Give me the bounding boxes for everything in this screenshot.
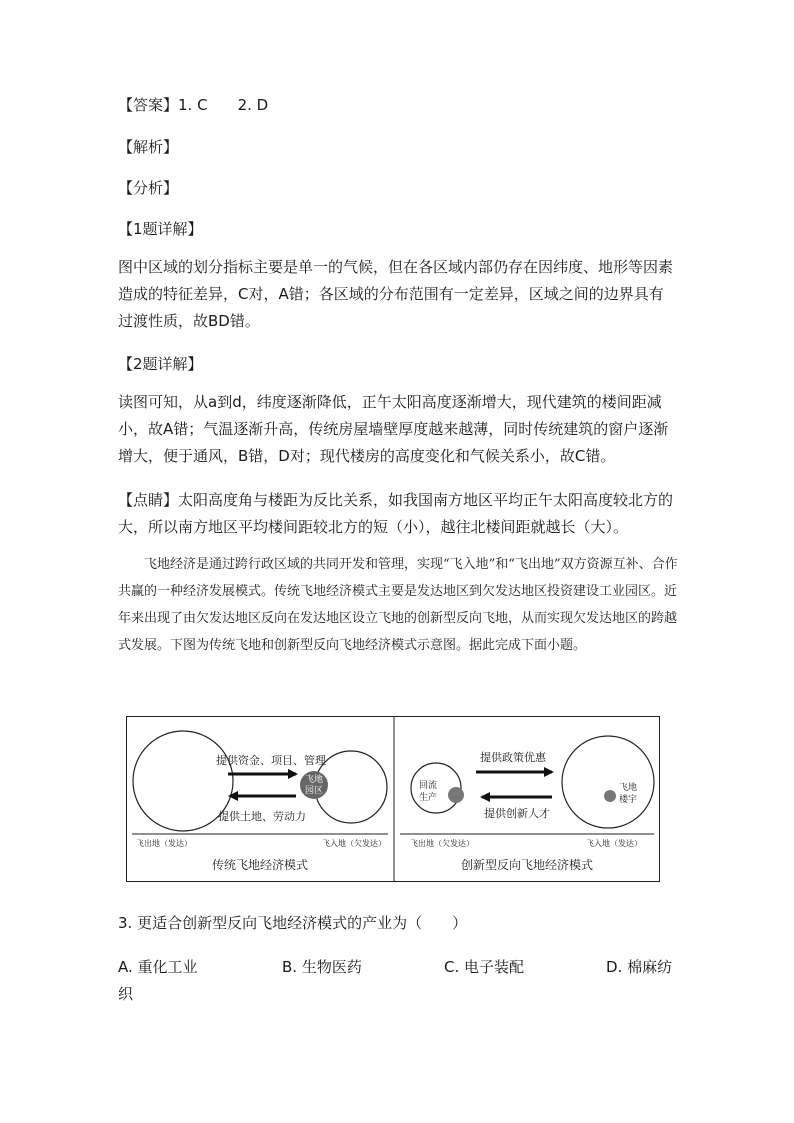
right-axis-destination: 飞入地（发达）: [586, 839, 642, 848]
q2-label: 【2题详解】: [118, 355, 203, 373]
right-axis-origin: 飞出地（欠发达）: [410, 839, 474, 848]
answer-line: [118, 95, 268, 115]
tip-label: 【点睛】: [118, 491, 179, 509]
left-axis-destination: 飞入地（欠发达）: [322, 839, 386, 848]
q3-stem: 3. 更适合创新型反向飞地经济模式的产业为（ ）: [118, 914, 468, 932]
q1-explanation: 图中区域的划分指标主要是单一的气候，但在各区域内部仍存在因纬度、地形等因素造成的特征差异，C对，A错；各区域的分布范围有一定差异，区域之间的边界具有过渡性质，故BD错。: [118, 258, 674, 330]
q1-label: 【1题详解】: [118, 220, 203, 238]
option-d: D. 棉麻纺: [606, 958, 673, 976]
right-arrow-bottom-label: 提供创新人才: [484, 807, 550, 820]
answer-1: 1. C: [178, 96, 208, 114]
q2-explanation: 读图可知，从a到d，纬度逐渐降低，正午太阳高度逐渐增大，现代建筑的楼间距减小，故A错；气温逐渐升高，传统房屋墙壁厚度越来越薄，同时传统建筑的窗户逐渐增大，便于通风，B错，D对；现代楼房的高度变化和气候关系小，故C错。: [118, 393, 669, 465]
left-axis-origin: 飞出地（发达）: [136, 839, 192, 848]
left-arrow-bottom-label: 提供土地、劳动力: [218, 810, 306, 823]
big-label-2: 楼宇: [618, 795, 638, 805]
option-b: B. 生物医药: [282, 958, 362, 976]
analysis-label: 【解析】: [118, 138, 179, 156]
left-caption: 传统飞地经济模式: [211, 858, 309, 872]
tip-paragraph: [118, 487, 678, 541]
park-label-2: 园区: [304, 786, 324, 796]
fenxi-label: 【分析】: [118, 179, 179, 197]
option-a: A. 重化工业: [118, 958, 198, 976]
answer-2: 2. D: [237, 96, 269, 114]
intro-paragraph: 飞地经济是通过跨行政区域的共同开发和管理，实现“飞入地”和“飞出地”双方资源互补、合作共赢的一种经济发展模式。传统飞地经济模式主要是发达地区到欠发达地区投资建设工业园区。近年来出现了由欠发达地区反向在发达地区设立飞地的创新型反向飞地，从而实现欠发达地区的跨越式发展。下图为传统飞地和创新型反向飞地经济模式示意图。据此完成下面小题。: [118, 557, 678, 653]
left-arrow-top-label: 提供资金、项目、管理: [216, 754, 326, 767]
small-label-2: 生产: [418, 793, 438, 803]
small-label-1: 回流: [418, 781, 438, 791]
enclave-building-dot: [604, 790, 616, 802]
park-label-1: 飞地: [304, 775, 324, 785]
big-label-1: 飞地: [618, 783, 638, 793]
option-c: C. 电子装配: [444, 958, 525, 976]
tip-text: 太阳高度角与楼距为反比关系，如我国南方地区平均正午太阳高度较北方的大，所以南方地区平均楼间距较北方的短（小），越往北楼间距就越长（大）。: [118, 491, 674, 536]
right-arrow-top-label: 提供政策优惠: [480, 751, 546, 764]
destination-circle-developed: [562, 736, 654, 828]
return-production-dot: [448, 787, 464, 803]
enclave-economy-diagram: [126, 716, 660, 882]
option-d-wrap: 织: [118, 985, 134, 1003]
answer-label: 【答案】: [118, 96, 179, 114]
right-caption: 创新型反向飞地经济模式: [460, 858, 594, 872]
